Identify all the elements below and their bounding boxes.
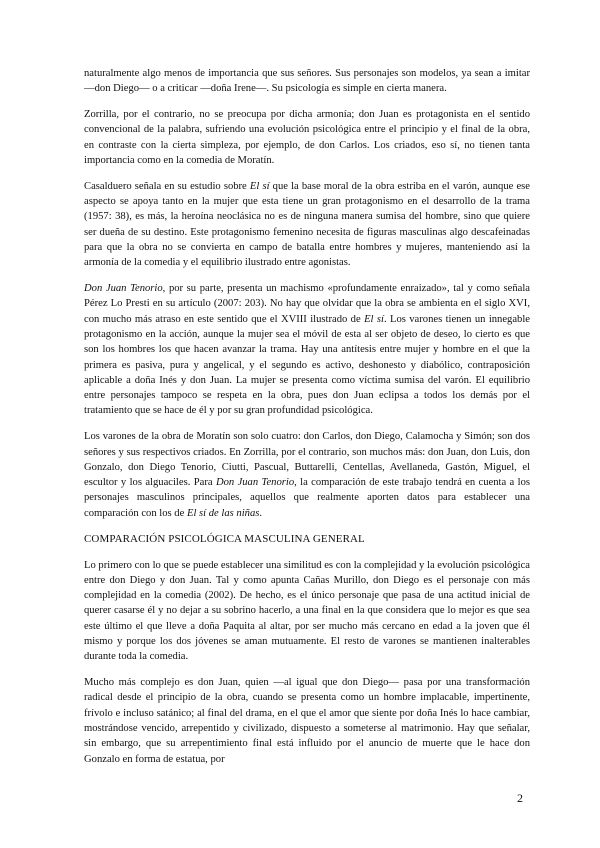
text-run: , por su parte, presenta un machismo «profundamente enraizado», tal y como señala Pérez Lo Presti en su artículo (2007: 203). No hay que olvidar que la obra se ambienta en el siglo XVI, con mucho más atraso en este sentido que el XVIII ilustrado de — [84, 283, 531, 325]
work-title-italic: El sí — [364, 313, 384, 325]
text-run: , la comparación de este trabajo tendrá en cuenta a los personajes masculinos principales, aquellos que realmente aporten datos para establecer una comparación con los de — [84, 477, 531, 519]
text-run: . — [259, 507, 263, 519]
paragraph-7: Mucho más complejo es don Juan, quien —al igual que don Diego— pasa por una transformación radical desde el principio de la obra, cuando se presenta como un hombre implacable, impertinente, frívolo e incluso satánico; al final del drama, en el que el amor que siente por doña Inés lo hace cambiar, mostrándose vencido, arrepentido y civilizado, dispuesto a someterse al matrimonio. Hay que señalar, sin embargo, que su arrepentimiento final está influido por el anuncio de muerte que le hace don Gonzalo en forma de estatua, por — [84, 677, 530, 765]
document-body — [84, 66, 530, 777]
page-number: 2 — [517, 791, 523, 805]
paragraph-5 — [84, 429, 530, 521]
paragraph-3 — [84, 179, 530, 271]
paragraph-6: Lo primero con lo que se puede establecer una similitud es con la complejidad y la evolución psicológica entre don Diego y don Juan. Tal y como apunta Cañas Murillo, don Diego es el personaje con más complejidad en la comedia (2002). De hecho, es el único personaje que pasa de una actitud inicial de querer casarse él y no dejar a su sobrino hacerlo, a una final en la que considera que lo mejor es que sea este último el que lleve a doña Paquita al altar, por ser mucho más cercano en edad a la joven que él mismo y porque los dos jóvenes se aman mutuamente. El resto de varones se mantienen inalterables durante toda la comedia. — [84, 559, 530, 663]
paragraph-4 — [84, 281, 530, 419]
section-heading: COMPARACIÓN PSICOLÓGICA MASCULINA GENERAL — [84, 532, 365, 545]
text-run: Casalduero señala en su estudio sobre — [84, 180, 250, 192]
paragraph-2: Zorrilla, por el contrario, no se preocupa por dicha armonía; don Juan es protagonista en el sentido convencional de la palabra, sufriendo una evolución psicológica entre el principio y el final de la obra, en contraste con la cierta simpleza, por ejemplo, de don Carlos. Los criados, eso sí, no tienen tanta importancia como en la comedia de Moratín. — [84, 109, 530, 166]
paragraph-1: naturalmente algo menos de importancia que sus señores. Sus personajes son modelos, ya sean a imitar —don Diego— o a criticar —doña Irene—. Su psicología es simple en cierta manera. — [84, 68, 530, 95]
work-title-italic: Don Juan Tenorio — [84, 283, 163, 295]
work-title-italic: Don Juan Tenorio — [215, 477, 295, 489]
text-run: . Los varones tienen un innegable protagonismo en la acción, aunque la mujer sea el móvil de esta al ser objeto de deseo, lo cierto es que son los hombres los que hacen avanzar la trama. Hay una antítesis entre mujer y hombre en el que la primera es pasiva, pura y angelical, y el segundo es activo, deshonesto y diabólico, contraposición aplicable a doña Inés y don Juan. La mujer se presenta como víctima sumisa del varón. El equilibrio entre personajes tampoco se respeta en la obra, pues don Juan eclipsa a todos los demás por el tratamiento que se hace de él y por su gran profundidad psicológica. — [84, 313, 530, 417]
text-run: que la base moral de la obra estriba en el varón, aunque ese aspecto se apoya tanto en la mujer que esta tiene un gran protagonismo en el desarrollo de la trama (1957: 38), es más, la heroína neoclásica no es de ninguna manera sumisa del hombre, sino que quiere ser dueña de su destino. Este protagonismo femenino necesita de figuras masculinas algo descafeinadas para que la obra no se convierta en campo de batalla entre hombres y mujeres, manteniendo así la armonía de la comedia y el equilibrio ilustrado entre agonistas. — [84, 180, 530, 269]
work-title-italic: El sí de las niñas — [186, 507, 260, 519]
work-title-italic: El sí — [249, 180, 270, 192]
text-run: Los varones de la obra de Moratín son solo cuatro: don Carlos, don Diego, Calamocha y Simón; son dos señores y sus respectivos criados. En Zorrilla, por el contrario, son muchos más: don Juan, don Luis, don Gonzalo, don Diego Tenorio, Ciutti, Pascual, Buttarelli, Centellas, Avellaneda, Gastón, Miguel, el escultor y los alguaciles. Para — [84, 431, 530, 489]
